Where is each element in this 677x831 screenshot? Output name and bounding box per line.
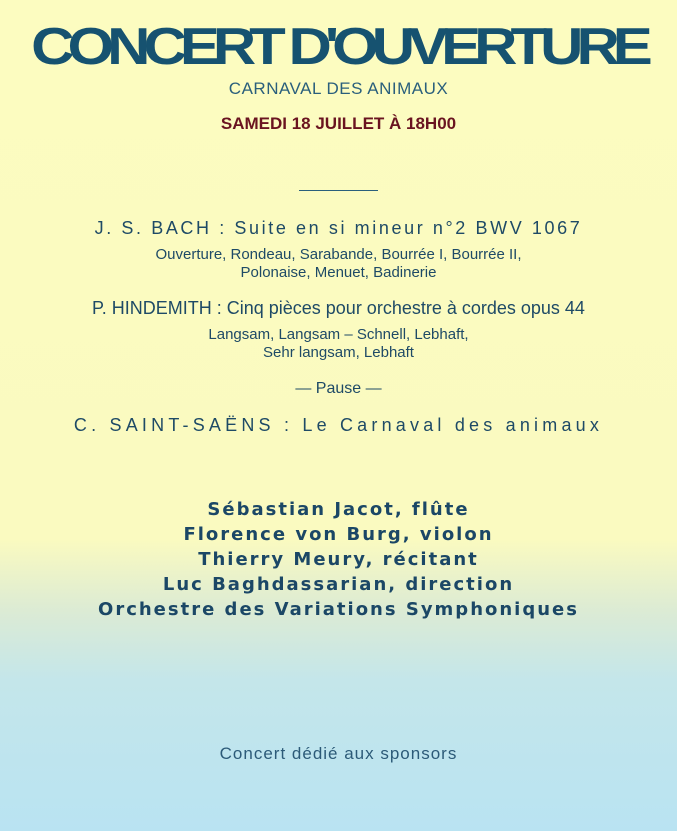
- movement-line: Sehr langsam, Lebhaft: [263, 344, 414, 361]
- program-work-saint-saens: C. SAINT-SAËNS : Le Carnaval des animaux: [73, 415, 604, 435]
- concert-title: CONCERT D'OUVERTURE: [31, 17, 646, 76]
- movement-line: Langsam, Langsam – Schnell, Lebhaft,: [208, 326, 469, 343]
- divider-line: [299, 190, 378, 191]
- program-work-hindemith: P. HINDEMITH : Cinq pièces pour orchestre à cordes opus 44: [92, 298, 585, 318]
- movement-line: Ouverture, Rondeau, Sarabande, Bourrée I, Bourrée II,: [155, 246, 522, 263]
- concert-subtitle: CARNAVAL DES ANIMAUX: [228, 79, 449, 98]
- performers-list: [0, 497, 677, 622]
- program-movements-hindemith: [0, 326, 677, 362]
- program-movements-bach: [0, 246, 677, 282]
- movement-line: Polonaise, Menuet, Badinerie: [240, 264, 437, 281]
- performer-line: Luc Baghdassarian, direction: [162, 574, 515, 595]
- performer-line: Orchestre des Variations Symphoniques: [98, 599, 579, 620]
- pause-label: — Pause —: [295, 380, 382, 397]
- concert-date: SAMEDI 18 JUILLET À 18H00: [220, 114, 457, 133]
- footer-note: Concert dédié aux sponsors: [219, 744, 458, 763]
- performer-line: Thierry Meury, récitant: [198, 549, 479, 570]
- program-work-bach: J. S. BACH : Suite en si mineur n°2 BWV 1067: [94, 218, 583, 238]
- performer-line: Sébastian Jacot, flûte: [207, 499, 470, 520]
- performer-line: Florence von Burg, violon: [183, 524, 494, 545]
